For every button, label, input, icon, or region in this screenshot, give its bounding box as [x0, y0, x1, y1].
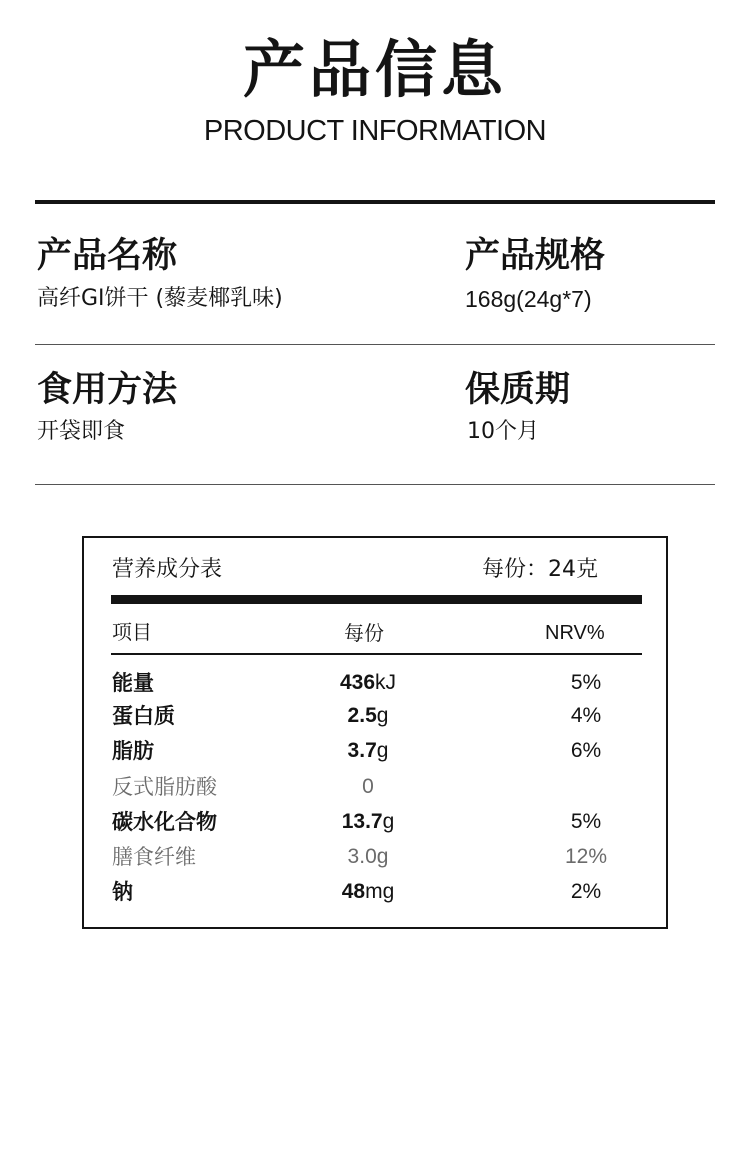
nutrient-amount-value: 0	[362, 775, 374, 798]
nutrition-table-title: 营养成分表	[112, 557, 223, 582]
nutrient-amount-unit: g	[376, 704, 389, 727]
nutrient-nrv: 4%	[570, 704, 602, 727]
product-spec-value: 168g(24g*7)	[465, 286, 592, 312]
nutrient-amount-value: 13.7	[341, 810, 383, 833]
usage-value: 开袋即食	[37, 419, 126, 444]
nutrient-name: 蛋白质	[112, 704, 175, 728]
column-header-item: 项目	[112, 620, 152, 644]
nutrition-table	[82, 536, 668, 929]
nutrient-amount-unit: kJ	[375, 671, 397, 694]
nutrient-nrv: 6%	[570, 739, 602, 762]
section-divider-1	[35, 344, 715, 345]
nutrient-nrv: 5%	[570, 810, 602, 833]
nutrient-name: 膳食纤维	[112, 845, 196, 869]
nutrient-name: 反式脂肪酸	[112, 775, 217, 799]
nutrient-amount-unit: mg	[365, 880, 395, 903]
nutrient-amount-unit: g	[382, 810, 395, 833]
top-divider	[35, 200, 715, 204]
nutrient-amount-unit: g	[376, 739, 389, 762]
nutrient-amount-value: 3.0	[347, 845, 377, 868]
nutrient-nrv: 5%	[570, 671, 602, 694]
nutrient-amount-value: 48	[341, 880, 366, 903]
page-title: 产品信息	[242, 33, 507, 106]
section-divider-2	[35, 484, 715, 485]
shelf-life-label: 保质期	[465, 370, 571, 410]
serving-size: 每份：24克	[482, 557, 598, 582]
product-spec-label: 产品规格	[465, 236, 606, 276]
column-header-divider	[111, 653, 642, 655]
usage-label: 食用方法	[37, 370, 178, 410]
nutrient-amount-value: 3.7	[347, 739, 377, 762]
nutrient-amount-value: 436	[339, 671, 376, 694]
column-header-per-serving: 每份	[344, 621, 384, 645]
nutrient-amount-unit: g	[376, 845, 389, 868]
nutrient-nrv: 12%	[564, 845, 608, 868]
product-name-value: 高纤GI饼干 (藜麦椰乳味)	[37, 286, 283, 311]
column-header-nrv: NRV%	[545, 622, 605, 644]
nutrient-name: 钠	[112, 880, 133, 904]
nutrient-name: 脂肪	[112, 739, 154, 763]
nutrient-amount-value: 2.5	[347, 704, 377, 727]
nutrient-nrv: 2%	[570, 880, 602, 903]
nutrient-name: 碳水化合物	[112, 810, 217, 834]
page-subtitle: PRODUCT INFORMATION	[203, 115, 547, 147]
table-header-bar	[111, 595, 642, 604]
product-name-label: 产品名称	[37, 236, 178, 276]
shelf-life-value: 10个月	[467, 419, 539, 444]
nutrient-name: 能量	[112, 671, 154, 695]
